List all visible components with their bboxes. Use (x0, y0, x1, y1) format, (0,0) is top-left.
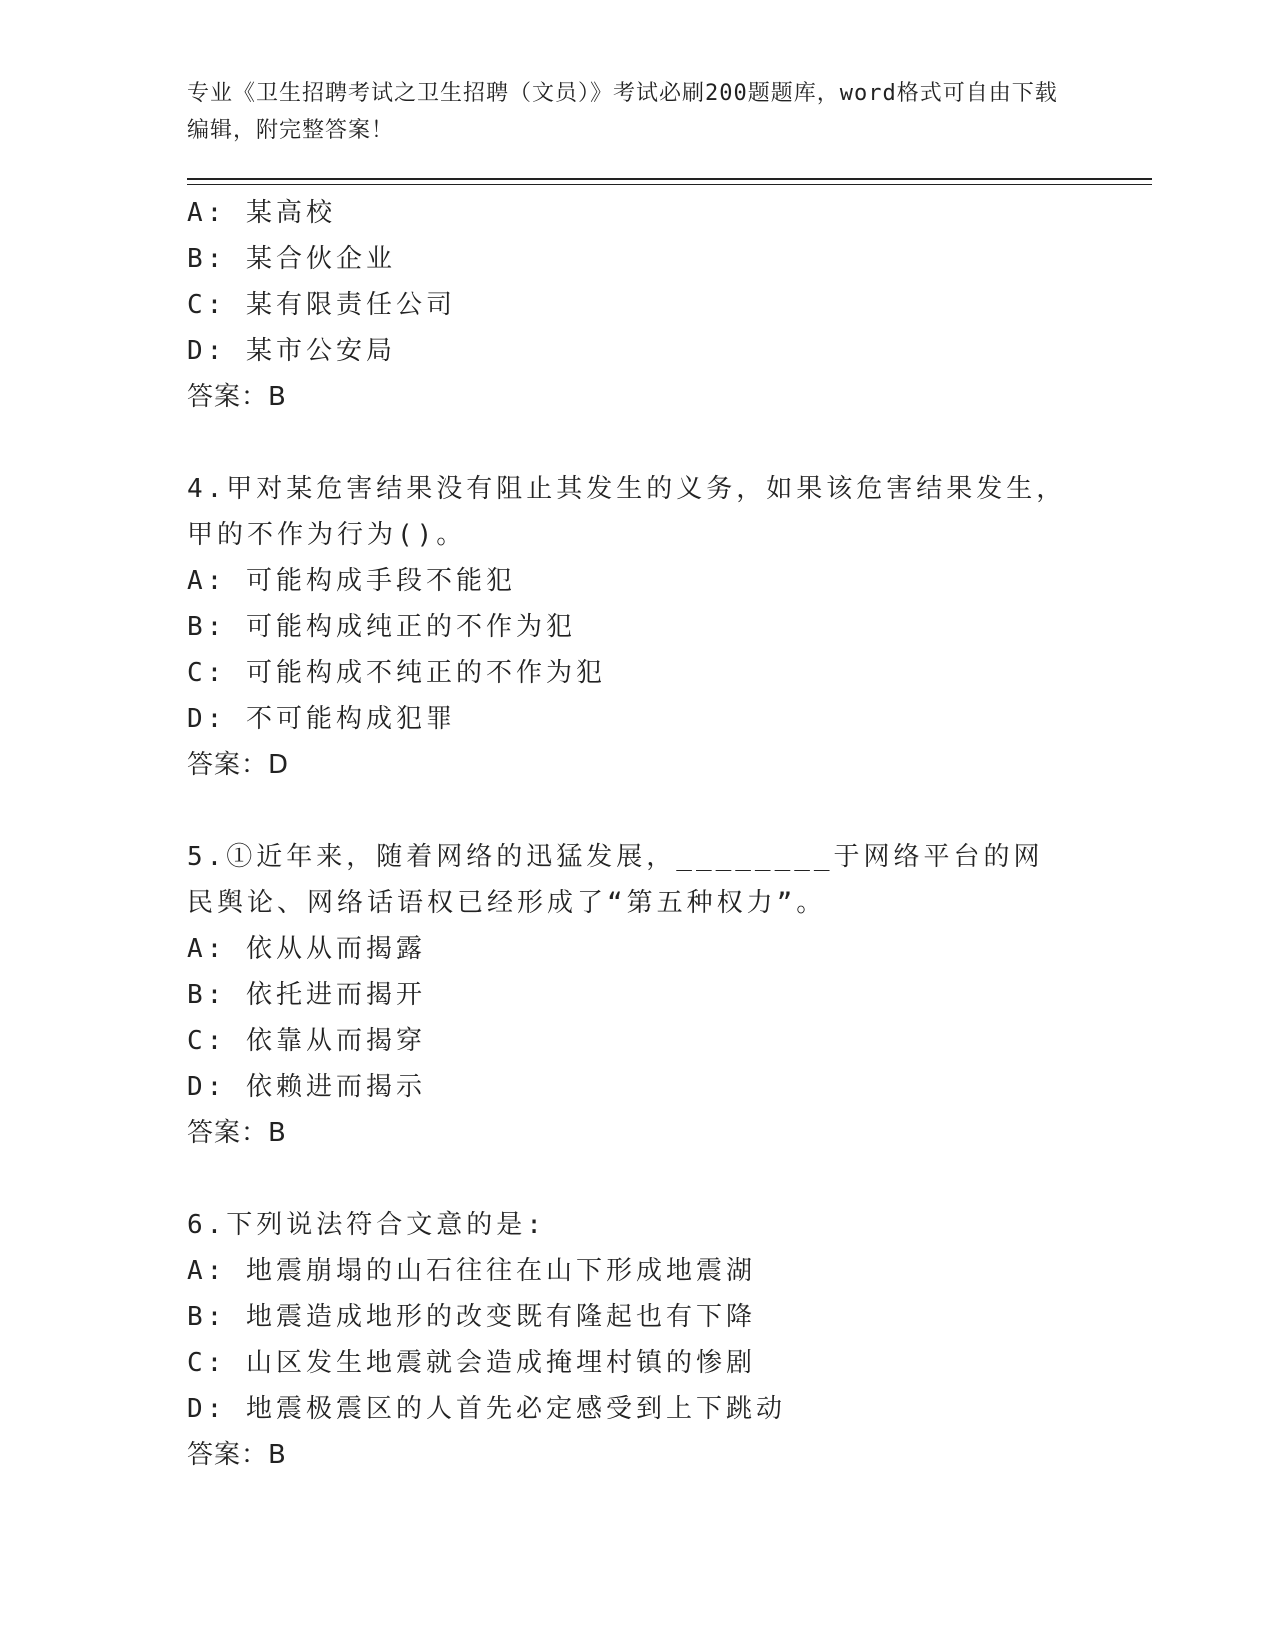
answer-line: 答案：D (187, 750, 290, 780)
option-d: D: 依赖进而揭示 (187, 1072, 426, 1102)
document-header: 专业《卫生招聘考试之卫生招聘（文员）》考试必刷200题题库，word格式可自由下载编辑，附完整答案！ (187, 81, 1058, 143)
option-d: D: 某市公安局 (187, 336, 396, 366)
option-a: A: 某高校 (187, 198, 336, 228)
option-b: B: 可能构成纯正的不作为犯 (187, 612, 576, 642)
question-block (187, 1202, 1067, 1478)
header-divider-thin (187, 184, 1152, 185)
answer-line: 答案：B (187, 1118, 287, 1148)
option-c: C: 依靠从而揭穿 (187, 1026, 426, 1056)
option-c: C: 山区发生地震就会造成掩埋村镇的惨剧 (187, 1348, 756, 1378)
option-c: C: 某有限责任公司 (187, 290, 456, 320)
option-a: A: 依从从而揭露 (187, 934, 426, 964)
header-divider-thick (187, 178, 1152, 180)
question-text: 6.下列说法符合文意的是: (187, 1210, 546, 1240)
option-b: B: 依托进而揭开 (187, 980, 426, 1010)
question-text: 4.甲对某危害结果没有阻止其发生的义务，如果该危害结果发生，甲的不作为行为()。 (187, 474, 1067, 550)
option-d: D: 不可能构成犯罪 (187, 704, 456, 734)
question-block (187, 834, 1067, 1156)
answer-line: 答案：B (187, 382, 287, 412)
option-b: B: 某合伙企业 (187, 244, 396, 274)
question-text: 5.①近年来，随着网络的迅猛发展，________于网络平台的网民舆论、网络话语权已经形成了“第五种权力”。 (187, 842, 1044, 918)
option-c: C: 可能构成不纯正的不作为犯 (187, 658, 606, 688)
answer-line: 答案：B (187, 1440, 287, 1470)
option-a: A: 可能构成手段不能犯 (187, 566, 516, 596)
option-a: A: 地震崩塌的山石往往在山下形成地震湖 (187, 1256, 756, 1286)
question-block (187, 190, 1067, 420)
question-list (187, 190, 1067, 1478)
question-block (187, 466, 1067, 788)
option-b: B: 地震造成地形的改变既有隆起也有下降 (187, 1302, 756, 1332)
option-d: D: 地震极震区的人首先必定感受到上下跳动 (187, 1394, 786, 1424)
